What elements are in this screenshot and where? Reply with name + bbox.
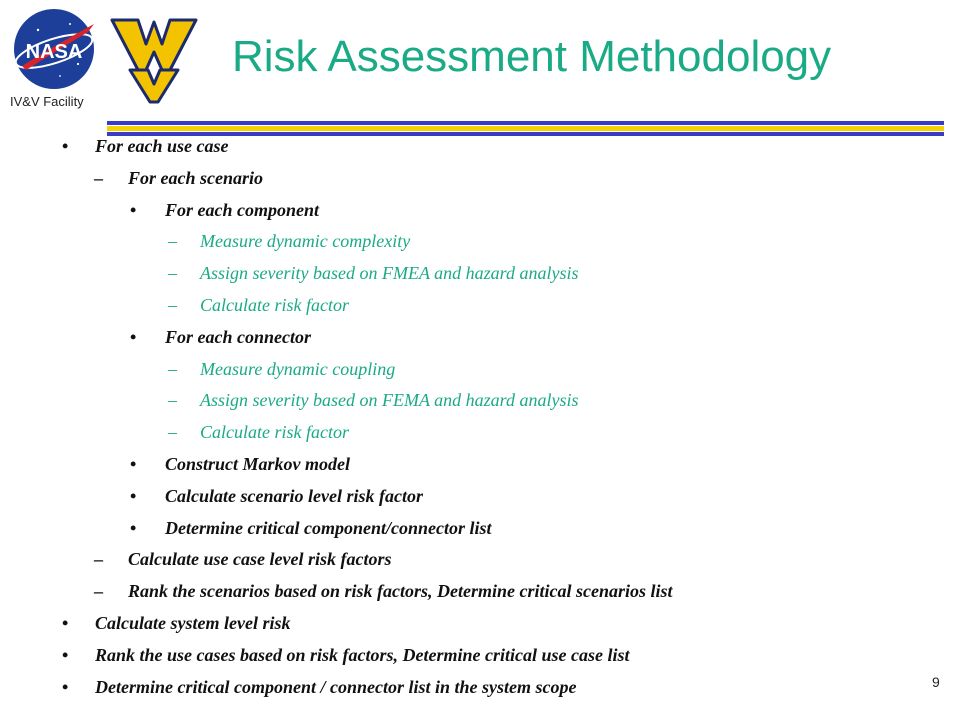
header-rule-top xyxy=(107,121,944,125)
page-number: 9 xyxy=(932,674,940,690)
bullet-text: Calculate risk factor xyxy=(200,295,349,315)
bullet-item xyxy=(130,199,320,221)
bullet-text: For each use case xyxy=(95,136,229,156)
bullet-marker: • xyxy=(130,517,137,538)
bullet-item xyxy=(168,263,579,284)
bullet-item xyxy=(62,676,577,698)
bullet-text: Calculate risk factor xyxy=(200,422,349,443)
bullet-text: Determine critical component/connector list xyxy=(165,517,492,538)
bullet-text: Calculate use case level risk factors xyxy=(128,549,392,570)
bullet-marker: – xyxy=(168,231,177,252)
bullet-item xyxy=(130,517,492,539)
bullet-item xyxy=(62,613,291,634)
bullet-item xyxy=(62,644,630,666)
bullet-text: Rank the scenarios based on risk factors, Determine critical scenarios list xyxy=(128,581,673,602)
bullet-item xyxy=(168,422,349,443)
bullet-marker: – xyxy=(94,581,103,602)
bullet-marker: • xyxy=(62,613,69,633)
bullet-marker: • xyxy=(130,454,137,474)
bullet-text: For each scenario xyxy=(128,167,263,188)
bullet-item xyxy=(130,454,351,475)
bullet-item xyxy=(62,136,229,157)
bullet-marker: – xyxy=(168,263,177,284)
bullet-marker: • xyxy=(62,676,69,697)
bullet-marker: • xyxy=(62,644,69,665)
slide-title: Risk Assessment Methodology xyxy=(232,32,832,81)
bullet-marker: • xyxy=(130,199,137,220)
bullet-item xyxy=(168,358,396,380)
bullet-marker: – xyxy=(94,167,103,188)
bullet-marker: – xyxy=(168,390,177,411)
bullet-item xyxy=(130,326,311,348)
nasa-logo-text: NASA xyxy=(25,41,83,63)
bullet-marker: – xyxy=(168,358,177,379)
bullet-text: For each component xyxy=(165,199,320,220)
wvu-logo xyxy=(108,14,200,106)
bullet-item xyxy=(168,231,411,252)
bullet-item xyxy=(168,390,579,411)
bullet-text: Assign severity based on FEMA and hazard analysis xyxy=(200,390,579,411)
facility-label: IV&V Facility xyxy=(10,94,84,109)
bullet-item xyxy=(94,581,673,602)
bullet-item xyxy=(94,167,263,189)
bullet-item xyxy=(168,295,349,316)
bullet-marker: • xyxy=(62,136,69,156)
bullet-marker: • xyxy=(130,326,137,347)
bullet-text: Calculate system level risk xyxy=(95,613,291,633)
bullet-text: Measure dynamic complexity xyxy=(200,231,411,252)
bullet-marker: – xyxy=(94,549,103,570)
bullet-text: Rank the use cases based on risk factors, Determine critical use case list xyxy=(95,644,630,665)
header-rule-middle xyxy=(107,126,944,131)
bullet-text: Determine critical component / connector list in the system scope xyxy=(95,676,577,697)
header-rule-bottom xyxy=(107,132,944,136)
bullet-text: Construct Markov model xyxy=(165,454,351,474)
nasa-logo xyxy=(8,6,100,92)
bullet-item xyxy=(130,485,423,507)
bullet-marker: • xyxy=(130,485,137,506)
bullet-text: Calculate scenario level risk factor xyxy=(165,485,423,506)
bullet-item xyxy=(94,549,392,570)
bullet-text: For each connector xyxy=(165,326,311,347)
bullet-marker: – xyxy=(168,422,177,443)
bullet-marker: – xyxy=(168,295,177,315)
bullet-text: Measure dynamic coupling xyxy=(200,358,396,379)
bullet-text: Assign severity based on FMEA and hazard analysis xyxy=(200,263,579,284)
